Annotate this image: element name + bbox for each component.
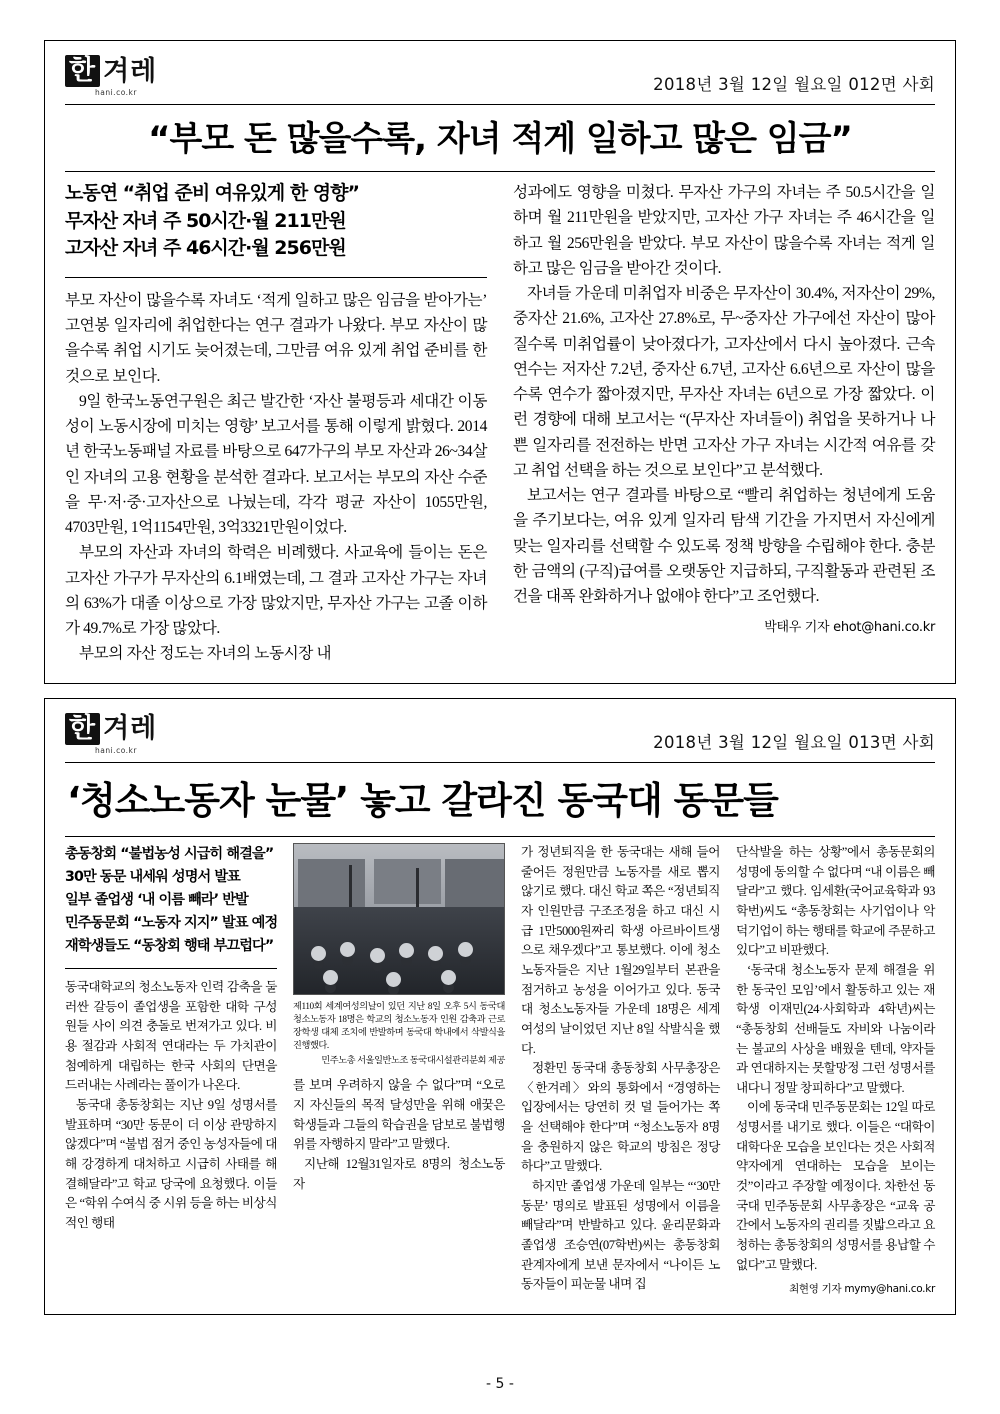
column-1 <box>65 843 277 1297</box>
paragraph: 부모 자산이 많을수록 자녀도 ‘적게 일하고 많은 임금을 받아가는’ 고연봉 일자리에 취업한다는 연구 결과가 나왔다. 부모 자산이 많을수록 취업 시기도 늦어졌는데, 그만큼 여유 있게 취업 준비를 한 것으로 보인다. <box>65 291 487 385</box>
hankyoreh-logo <box>65 55 157 97</box>
column-4 <box>736 843 935 1297</box>
bullet-line-2: 30만 동문 내세워 성명서 발표 <box>65 869 240 886</box>
column-2 <box>513 180 935 666</box>
logo-box-char: 한 <box>65 55 100 87</box>
byline-top: 박태우 기자 ehot@hani.co.kr <box>764 620 935 636</box>
paragraph: 이에 동국대 민주동문회는 12일 따로 성명서를 내기로 했다. 이들은 “대학이 대학다운 모습을 보인다는 것은 사회적 약자에게 연대하는 모습을 보이는 것”이라고 주장할 예정이다. 차한선 동국대 민주동문회 사무총장은 “교육 공간에서 노동자의 권리를 짓밟으라고 요청하는 총동창회의 성명서를 용납할 수 없다”고 말했다. <box>736 1100 935 1272</box>
bullet-line-1: 총동창회 “불법농성 시급히 해결을” <box>65 846 274 863</box>
logo-url: hani.co.kr <box>95 88 137 97</box>
photo-person <box>311 946 326 961</box>
masthead-top <box>65 55 935 105</box>
paragraph: 정환민 동국대 총동창회 사무총장은 〈한겨레〉와의 통화에서 “경영하는 입장에서는 당연히 컷 덜 들어가는 쪽을 선택해야 한다”며 “청소노동자 8명을 충원하지 않은 학교의 방침은 정당하다”고 말했다. <box>521 1061 720 1174</box>
headline-rule-top <box>65 171 935 172</box>
photo-building <box>298 859 365 913</box>
logo-box-char: 한 <box>65 713 100 745</box>
column-2-photo <box>293 843 505 1297</box>
subheadline-rule <box>65 277 487 278</box>
page-number: - 5 - <box>486 1376 514 1392</box>
subheadline-block <box>65 180 487 263</box>
bullet-line-4: 민주동문회 “노동자 지지” 발표 예정 <box>65 915 278 932</box>
headline-bottom: ‘청소노동자 눈물’ 놓고 갈라진 동국대 동문들 <box>67 778 778 822</box>
photo-person <box>458 942 473 957</box>
bullet-headlines <box>65 843 277 958</box>
paragraph: 부모의 자산 정도는 자녀의 노동시장 내 <box>79 645 332 663</box>
subheadline-line-1: 노동연 “취업 준비 여유있게 한 영향” <box>65 182 360 205</box>
photo-flagpole <box>349 865 352 910</box>
hankyoreh-logo <box>65 713 157 755</box>
photo-flagpole <box>416 868 419 910</box>
body-columns-bottom <box>65 843 935 1297</box>
bullet-line-3: 일부 졸업생 ‘내 이름 빼라’ 반발 <box>65 892 248 909</box>
column-1 <box>65 180 487 666</box>
news-photo <box>293 843 505 995</box>
photo-person <box>340 942 355 957</box>
dateline-bottom: 2018년 3월 12일 월요일 013면 사회 <box>653 732 935 752</box>
paragraph: 동국대학교의 청소노동자 인력 감축을 둘러싼 갈등이 졸업생을 포함한 대학 구성원들 사이 의견 충돌로 번져가고 있다. 비용 절감과 사회적 연대라는 두 가치관이 첨예하게 대립하는 한국 사회의 단면을 드러내는 사례라는 풀이가 나온다. <box>65 980 277 1093</box>
paragraph: 9일 한국노동연구원은 최근 발간한 ‘자산 불평등과 세대간 이동성이 노동시장에 미치는 영향’ 보고서를 통해 이렇게 밝혔다. 2014년 한국노동패널 자료를 바탕으로 647가구의 부모 자산과 26~34살인 자녀의 고용 현황을 분석한 결과다. 보고서는 부모의 자산 수준을 무·저·중·고자산으로 나눴는데, 각각 평균 자산이 1055만원, 4703만원, 1억1154만원, 3억3321만원이었다. <box>65 392 487 536</box>
paragraph: 를 보며 우려하지 않을 수 없다”며 “오로지 자신들의 목적 달성만을 위해 애꿎은 학생들과 그들의 학습권을 담보로 불법행위를 자행하지 말라”고 말했다. <box>293 1078 505 1152</box>
bullet-rule <box>65 968 277 969</box>
logo-text <box>65 713 157 745</box>
paragraph: 동국대 총동창회는 지난 9일 성명서를 발표하며 “30만 동문이 더 이상 관망하지 않겠다”며 “불법 점거 중인 농성자들에 대해 강경하게 대처하고 시급히 사태를 해결해달라”고 학교 당국에 요청했다. 이들은 “학위 수여식 중 시위 등을 하는 비상식적인 행태 <box>65 1098 277 1230</box>
masthead-bottom <box>65 713 935 763</box>
paragraph: ‘동국대 청소노동자 문제 해결을 위한 동국인 모임’에서 활동하고 있는 재학생 이재민(24·사회학과 4학년)씨는 “총동창회 선배들도 자비와 나눔이라는 불교의 사상을 배웠을 텐데, 약자들과 연대하지는 못할망정 그런 성명서를 내다니 정말 창피하다”고 말했다. <box>736 963 935 1095</box>
article-bottom <box>44 698 956 1315</box>
photo-caption <box>293 1000 505 1067</box>
article-top <box>44 40 956 684</box>
byline-bottom: 최현영 기자 mymy@hani.co.kr <box>789 1283 935 1296</box>
paragraph: 단삭발을 하는 상황”에서 총동문회의 성명에 동의할 수 없다며 “내 이름은 빼달라”고 했다. 임세환(국어교육학과 93학번)씨도 “총동창회는 사기업이나 악덕기업이 하는 행태를 학교에 주문하고 있다”고 비판했다. <box>736 845 935 958</box>
headline-rule-bottom <box>65 836 935 837</box>
photo-building <box>445 859 505 909</box>
subheadline-line-2: 무자산 자녀 주 50시간·월 211만원 <box>65 209 346 232</box>
body-columns-top <box>65 180 935 666</box>
photo-person <box>386 972 401 987</box>
paragraph: 가 정년퇴직을 한 동국대는 새해 들어 줄어든 정원만큼 노동자를 새로 뽑지 않기로 했다. 대신 학교 쪽은 “정년퇴직자 인원만큼 구조조정을 하고 대신 시급 1만5000원짜리 학생 아르바이트생으로 채우겠다”고 통보했다. 이에 청소노동자들은 지난 1월29일부터 본관을 점거하고 농성을 이어가고 있다. 동국대 청소노동자들 가운데 18명은 세계 여성의 날이었던 지난 8일 삭발식을 했다. <box>521 845 720 1056</box>
paragraph: 부모의 자산과 자녀의 학력은 비례했다. 사교육에 들이는 돈은 고자산 가구가 무자산의 6.1배였는데, 그 결과 고자산 가구는 자녀의 63%가 대졸 이상으로 가장 많았지만, 무자산 가구는 고졸 이하가 49.7%로 가장 많았다. <box>65 544 487 637</box>
column-2-text <box>293 1076 505 1194</box>
photo-building <box>374 859 441 904</box>
photo-caption-text: 제110회 세계여성의날이 있던 지난 8일 오후 5시 동국대 청소노동자 18명은 학교의 청소노동자 인원 감축과 근로장학생 대체 조치에 반발하며 동국대 학내에서 삭발식을 진행했다. <box>293 1001 505 1051</box>
paragraph: 보고서는 연구 결과를 바탕으로 “빨리 취업하는 청년에게 도움을 주기보다는, 여유 있게 일자리 탐색 기간을 가지면서 자신에게 맞는 일자리를 선택할 수 있도록 정책 방향을 수립해야 한다. 충분한 금액의 (구직)급여를 오랫동안 지급하되, 구직활동과 관련된 조건을 대폭 완화하거나 없애야 한다”고 조언했다. <box>513 487 935 606</box>
paragraph: 하지만 졸업생 가운데 일부는 “‘30만 동문’ 명의로 발표된 성명에서 이름을 빼달라”며 반발하고 있다. 윤리문화과 졸업생 조승연(07학번)씨는 총동창회 관계자에게 보낸 문자에서 “나이든 노동자들이 피눈물 내며 집 <box>521 1179 720 1292</box>
logo-text <box>65 55 157 87</box>
paragraph: 지난해 12월31일자로 8명의 청소노동자 <box>293 1157 505 1191</box>
logo-rest-char: 겨레 <box>103 55 158 87</box>
dateline-top: 2018년 3월 12일 월요일 012면 사회 <box>653 75 935 94</box>
headline-top: “부모 돈 많을수록, 자녀 적게 일하고 많은 임금” <box>148 119 852 159</box>
paragraph: 자녀들 가운데 미취업자 비중은 무자산이 30.4%, 저자산이 29%, 중자산 21.6%, 고자산 27.8%로, 무~중자산 가구에선 자산이 많아질수록 미취업률이 낮아졌다가, 고자산에서 다시 높아졌다. 근속연수는 저자산 7.2년, 중자산 6.7년, 고자산 6.6년으로 자산이 많을수록 연수가 짧아졌지만, 무자산 자녀는 6년으로 가장 짧았다. 이런 경향에 대해 보고서는 “(무자산 자녀들이) 취업을 못하거나 나쁜 일자리를 전전하는 반면 고자산 가구 자녀는 시간적 여유를 갖고 취업 선택을 하는 것으로 보인다”고 분석했다. <box>513 285 935 479</box>
paragraph: 성과에도 영향을 미쳤다. 무자산 가구의 자녀는 주 50.5시간을 일하며 월 211만원을 받았지만, 고자산 가구 자녀는 주 46시간을 일하고 월 256만원을 받았다. 부모 자산이 많을수록 자녀는 적게 일하고 많은 임금을 받아간 것이다. <box>513 184 935 277</box>
logo-url: hani.co.kr <box>95 745 137 755</box>
photo-person <box>370 948 385 963</box>
logo-rest-char: 겨레 <box>103 713 158 744</box>
column-3 <box>521 843 720 1297</box>
subheadline-line-3: 고자산 자녀 주 46시간·월 256만원 <box>65 237 346 260</box>
bullet-line-5: 재학생들도 “동창회 행태 부끄럽다” <box>65 938 274 955</box>
photo-credit: 민주노총 서울일반노조 동국대시설관리분회 제공 <box>321 1055 505 1066</box>
